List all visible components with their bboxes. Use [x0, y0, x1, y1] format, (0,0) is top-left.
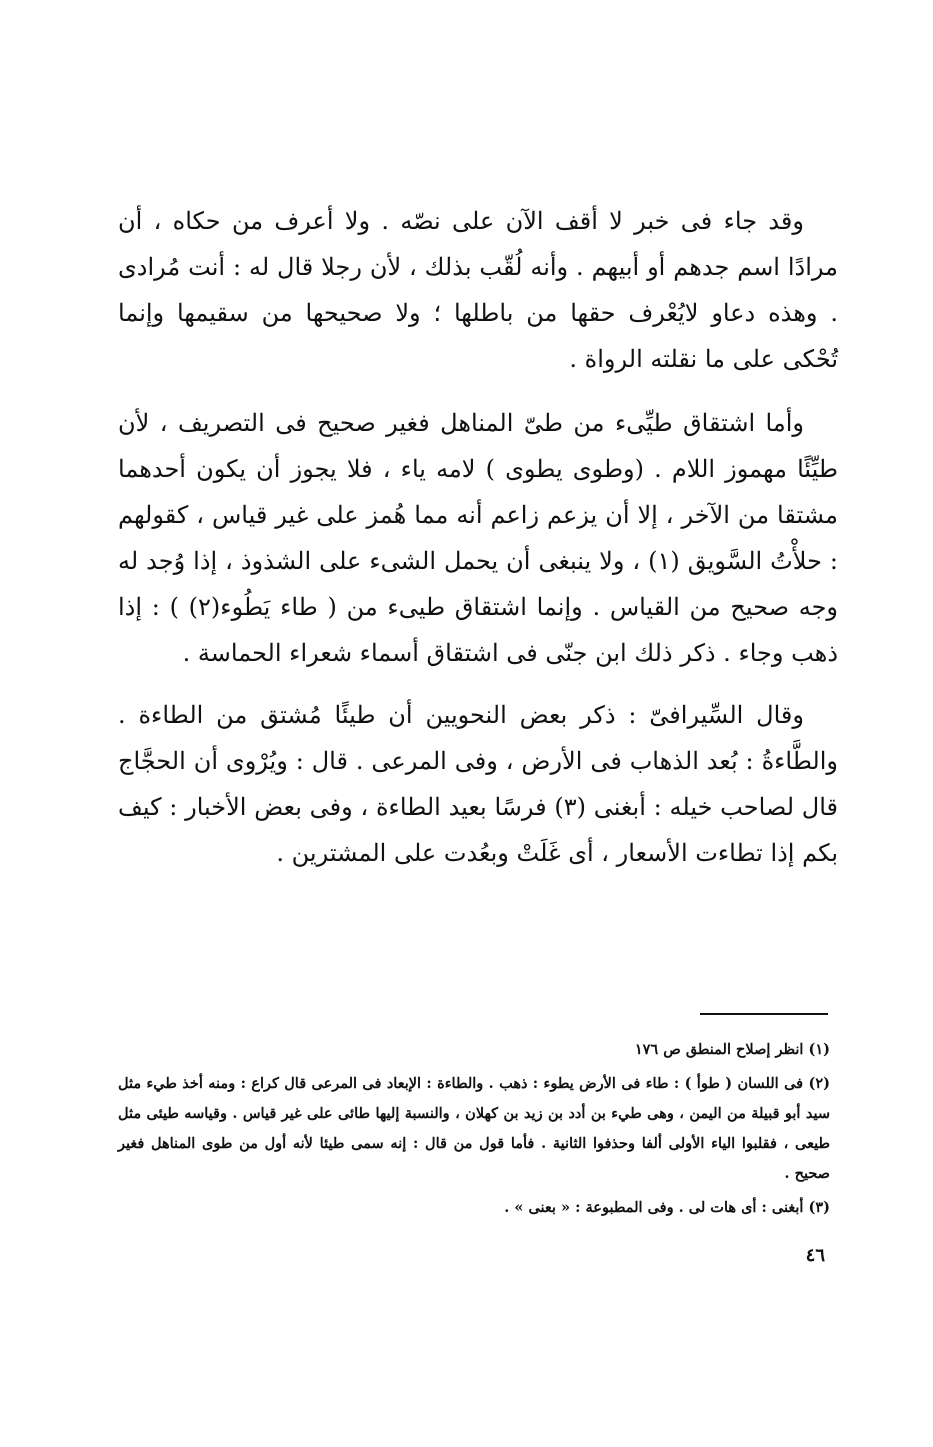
footnote-1: (١) انظر إصلاح المنطق ص ١٧٦	[634, 1041, 830, 1058]
footnote-2: (٢) فى اللسان ( طوأ ) : طاء فى الأرض يطوء : ذهب . والطاءة : الإبعاد فى المرعى قال كراع : ومنه أخذ طيء مثل سيد أبو قبيلة من اليمن ، وهى طيء بن أدد بن زيد بن كهلان ، والنسبة إليها طائى على غير قياس . وقياسه طيئى مثل طيعى ، فقلبوا الياء الأولى ألفا وحذفوا الثانية . فأما قول من قال : إنه سمى طيئا لأنه أول من طوى المناهل فغير صحيح .	[118, 1075, 830, 1182]
footnotes	[118, 1035, 830, 1227]
footnote-divider	[700, 1013, 828, 1015]
footnote-3: (٣) أبغنى : أى هات لى . وفى المطبوعة : « بعنى » .	[504, 1199, 830, 1216]
paragraph-3: وقال السِّيرافىّ : ذكر بعض النحويين أن طيئًا مُشتق من الطاءة . والطَّاءةُ : بُعد الذهاب فى الأرض ، وفى المرعى . قال : ويُرْوى أن الحجَّاج قال لصاحب خيله : أبغنى (٣) فرسًا بعيد الطاءة ، وفى بعض الأخبار : كيف بكم إذا تطاءت الأسعار ، أى غَلَتْ وبعُدت على المشترين .	[118, 701, 838, 867]
page-number: ٤٦	[805, 1245, 825, 1266]
paragraph-2: وأما اشتقاق طيِّىء من طىّ المناهل فغير صحيح فى التصريف ، لأن طيِّئًا مهموز اللام . (وطوى يطوى ) لامه ياء ، فلا يجوز أن يكون أحدهما مشتقا من الآخر ، إلا أن يزعم زاعم أنه مما هُمز على غير قياس ، كقولهم : حلأْتُ السَّويق (١) ، ولا ينبغى أن يحمل الشىء على الشذوذ ، إذا وُجد له وجه صحيح من القياس . وإنما اشتقاق طيىء من ( طاء يَطُوء(٢) ) : إذا ذهب وجاء . ذكر ذلك ابن جنّى فى اشتقاق أسماء شعراء الحماسة .	[118, 409, 838, 667]
paragraph-1: وقد جاء فى خبر لا أقف الآن على نصّه . ولا أعرف من حكاه ، أن مرادًا اسم جدهم أو أبيهم . وأنه لُقّب بذلك ، لأن رجلا قال له : أنت مُرادى . وهذه دعاو لايُعْرف حقها من باطلها ؛ ولا صحيحها من سقيمها وإنما تُحْكى على ما نقلته الرواة .	[118, 207, 838, 373]
main-text	[118, 198, 838, 876]
